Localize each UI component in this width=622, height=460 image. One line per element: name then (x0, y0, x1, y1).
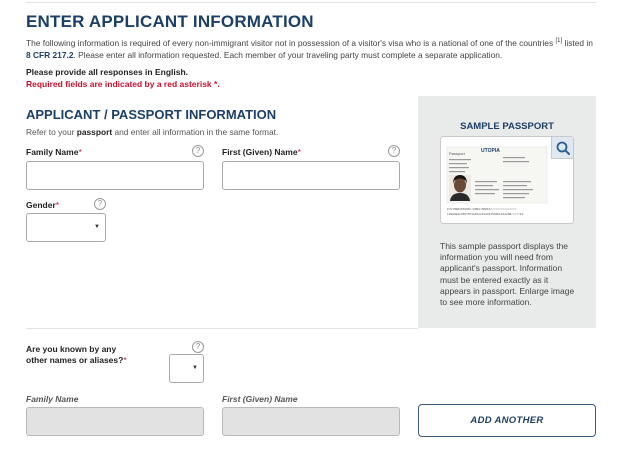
first-name-input[interactable] (222, 161, 400, 190)
first-name-label-text: First (Given) Name (222, 147, 298, 157)
sample-passport-image[interactable] (440, 136, 574, 224)
aliases-select[interactable] (169, 354, 204, 383)
help-icon[interactable]: ? (94, 198, 106, 210)
sample-passport-panel (418, 96, 596, 328)
chevron-down-icon: ▼ (192, 364, 198, 371)
aliases-label (26, 344, 127, 366)
refer-text-part: Refer to your (26, 127, 77, 137)
help-icon[interactable]: ? (388, 145, 400, 157)
family-name-input[interactable] (26, 161, 204, 190)
page-title: ENTER APPLICANT INFORMATION (26, 12, 314, 31)
magnifier-icon (552, 137, 574, 159)
first-name-label (222, 147, 301, 157)
gender-select[interactable] (26, 213, 106, 242)
add-another-button[interactable]: ADD ANOTHER (418, 404, 596, 437)
required-asterisk: * (297, 147, 301, 157)
required-asterisk: * (123, 355, 127, 365)
zoom-button[interactable] (551, 137, 573, 159)
required-fields-note: Required fields are indicated by a red asterisk *. (26, 79, 220, 89)
passport-country: UTOPIA (481, 148, 500, 154)
intro-text-part: listed in (562, 38, 593, 48)
refer-instructions (26, 127, 278, 137)
aliases-label-line2: other names or aliases? (26, 355, 124, 365)
cfr-reference: 8 CFR 217.2 (26, 50, 74, 60)
sample-passport-description: This sample passport displays the information you will need from applicant's passport. Information must be entered exactly as it appears in passport. Enlarge image to see more information. (440, 241, 575, 308)
passport-label: Passport (449, 151, 465, 156)
passport-mrz-line1: P<UTOERIKSSON<<ANNA<MARIA<<<<<<<<<<<<<<< (447, 208, 517, 211)
sample-passport-title: SAMPLE PASSPORT (460, 121, 554, 132)
aliases-label-line1: Are you known by any (26, 344, 117, 354)
family-name-label-text: Family Name (26, 147, 79, 157)
intro-text-part: . Please enter all information requested. Each member of your traveling party must complete a separate application. (73, 50, 503, 60)
intro-text-part: The following information is required of every non-immigrant visitor not in possession of a visitor's visa who is a national of one of the countries (26, 38, 556, 48)
required-asterisk: * (78, 147, 82, 157)
footnote-link[interactable]: [1] (555, 38, 563, 44)
section-divider (26, 328, 418, 329)
gender-label (26, 200, 59, 210)
alias-first-name-input[interactable] (222, 407, 400, 436)
chevron-down-icon: ▼ (94, 223, 100, 230)
help-icon[interactable]: ? (192, 341, 204, 353)
alias-family-name-label: Family Name (26, 394, 79, 404)
top-divider (26, 2, 596, 3)
refer-bold: passport (76, 127, 113, 137)
english-note: Please provide all responses in English. (26, 67, 189, 77)
intro-text (26, 37, 598, 61)
passport-photo (449, 175, 471, 201)
alias-family-name-input[interactable] (26, 407, 204, 436)
passport-mrz-line2: L898902C36UTO7408122F1204159ZE184226B<<<<<10 (447, 213, 524, 216)
refer-text-part: and enter all information in the same format. (112, 127, 279, 137)
section-title: APPLICANT / PASSPORT INFORMATION (26, 107, 277, 122)
family-name-label (26, 147, 82, 157)
help-icon[interactable]: ? (192, 145, 204, 157)
gender-label-text: Gender (26, 200, 56, 210)
alias-first-name-label: First (Given) Name (222, 394, 298, 404)
required-asterisk: * (55, 200, 60, 210)
